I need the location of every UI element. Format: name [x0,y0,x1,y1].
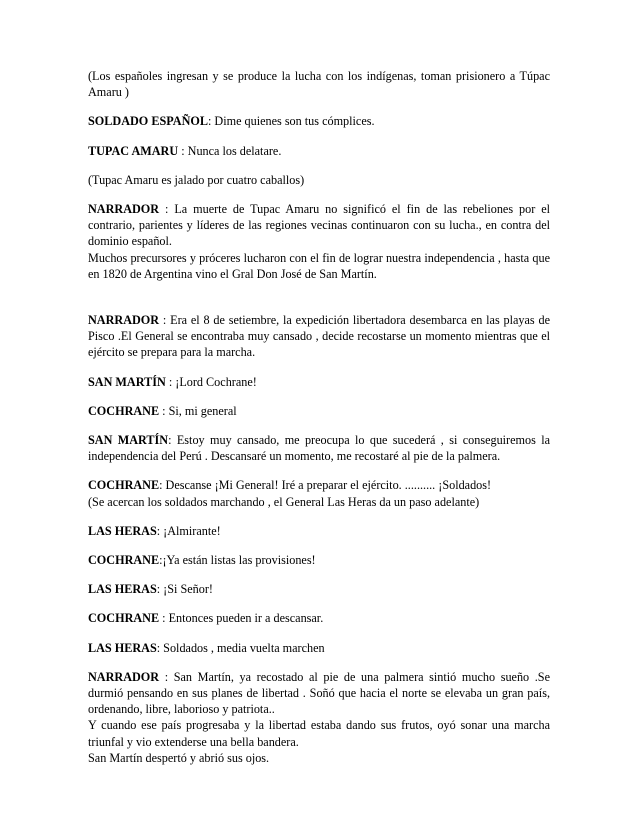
speaker-name: LAS HERAS [88,523,157,538]
speaker-name: SAN MARTÍN [88,374,166,389]
dialogue-text: : Entonces pueden ir a descansar. [159,611,324,626]
dialogue-line [88,143,550,159]
dialogue-text: :¡Ya están listas las provisiones! [159,553,316,568]
narration-paragraph [88,669,550,766]
dialogue-line [88,552,550,568]
dialogue-line [88,403,550,419]
stage-direction: (Los españoles ingresan y se produce la lucha con los indígenas, toman prisionero a Túpac Amaru ) [88,69,550,100]
narration-paragraph [88,312,550,361]
dialogue-text: : Si, mi general [159,403,237,418]
speaker-name: COCHRANE [88,611,160,626]
narration-text: Y cuando ese país progresaba y la libertad estaba dando sus frutos, oyó sonar una marcha triunfal y vio extenderse una bella bandera. [88,718,550,749]
narration-text: Muchos precursores y próceres lucharon con el fin de lograr nuestra independencia , hasta que en 1820 de Argentina vino el Gral Don José de San Martín. [88,250,550,281]
dialogue-text: : Descanse ¡Mi General! Iré a preparar el ejército. .......... ¡Soldados! [159,478,492,493]
speaker-name: SAN MARTÍN [88,433,169,448]
stage-direction: (Tupac Amaru es jalado por cuatro caballos) [88,172,305,187]
speaker-name: NARRADOR [88,669,160,684]
speaker-name: SOLDADO ESPAÑOL [88,114,208,129]
dialogue-line [88,374,550,390]
speaker-name: NARRADOR [88,313,160,328]
dialogue-text: : ¡Lord Cochrane! [165,374,257,389]
dialogue-text: : Estoy muy cansado, me preocupa lo que sucederá , si conseguiremos la independencia del Perú . Descansaré un momento, me recostaré al pie de la palmera. [88,433,550,464]
speaker-name: COCHRANE [88,403,160,418]
speaker-name: LAS HERAS [88,640,157,655]
narration-text: : Era el 8 de setiembre, la expedición libertadora desembarca en las playas de Pisco .El General se encontraba muy cansado , decide recostarse un momento mientras que el ejército se prepara para la marcha. [88,313,550,360]
speaker-name: COCHRANE [88,553,160,568]
dialogue-line [88,523,550,539]
dialogue-line [88,581,550,597]
narration-text: : La muerte de Tupac Amaru no significó el fin de las rebeliones por el contrario, parientes y líderes de las regiones vecinas continuaron con su lucha., en contra del dominio español. [88,202,550,249]
speaker-name: TUPAC AMARU [88,143,179,158]
dialogue-line [88,432,550,464]
narration-paragraph [88,201,550,282]
dialogue-text: : Nunca los delatare. [178,143,282,158]
dialogue-line [88,610,550,626]
speaker-name: COCHRANE [88,478,160,493]
speaker-name: NARRADOR [88,202,160,217]
dialogue-text: : Soldados , media vuelta marchen [156,640,325,655]
stage-direction: (Se acercan los soldados marchando , el General Las Heras da un paso adelante) [88,494,480,509]
speaker-name: LAS HERAS [88,582,157,597]
document-body [88,68,550,779]
dialogue-line [88,113,550,129]
dialogue-text: : ¡Si Señor! [156,582,213,597]
narration-text: : San Martín, ya recostado al pie de una palmera sintió mucho sueño .Se durmió pensando en sus planes de libertad . Soñó que hacia el norte se elevaba un gran país, ordenando, libre, laborioso y patriota.. [88,669,550,717]
dialogue-line [88,640,550,656]
dialogue-text: : ¡Almirante! [156,523,221,538]
dialogue-text: : Dime quienes son tus cómplices. [207,114,375,129]
narration-text: San Martín despertó y abrió sus ojos. [88,750,270,765]
dialogue-line [88,477,550,509]
